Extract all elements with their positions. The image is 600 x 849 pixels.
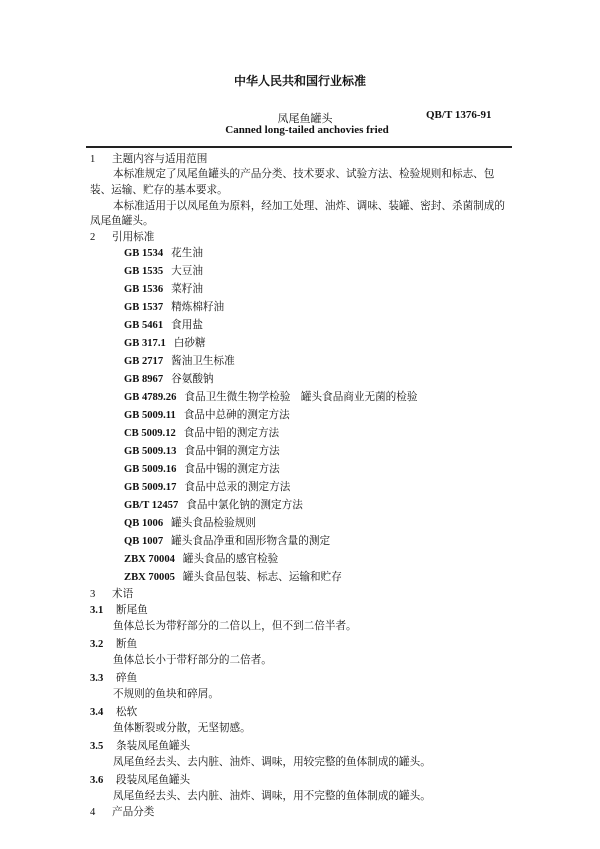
reference-item: [124, 300, 224, 315]
reference-name: 罐头食品检验规则: [171, 517, 256, 529]
section-title: 术语: [112, 588, 134, 600]
reference-code: GB 5009.17: [124, 482, 177, 493]
reference-name: 罐头食品净重和固形物含量的测定: [171, 535, 331, 547]
section-4-heading: [90, 805, 154, 820]
document-title-cn: 凤尾鱼罐头: [277, 112, 333, 125]
reference-code: GB 317.1: [124, 338, 166, 349]
reference-name: 食品中铅的测定方法: [183, 427, 280, 439]
reference-code: GB 2717: [124, 356, 164, 367]
reference-code: GB 4789.26: [124, 392, 177, 403]
reference-item: [124, 552, 278, 567]
term-number: 3.5: [90, 741, 104, 752]
reference-name: 罐头食品的感官检验: [182, 553, 279, 565]
reference-code: GB/T 12457: [124, 500, 179, 511]
term-definition: 鱼体断裂或分散，无坚韧感。: [113, 722, 251, 734]
section-number: 2: [90, 232, 96, 243]
reference-code: QB 1006: [124, 518, 164, 529]
reference-item: [124, 372, 214, 387]
paragraph-line: 装、运输、贮存的基本要求。: [90, 184, 228, 196]
reference-code: GB 5461: [124, 320, 164, 331]
reference-name: 白砂糖: [173, 337, 206, 349]
reference-code: GB 1536: [124, 284, 164, 295]
reference-item: [124, 480, 290, 495]
reference-item: [124, 264, 203, 279]
reference-name: 食品卫生微生物学检验 罐头食品商业无菌的检验: [184, 391, 418, 403]
term-definition: 鱼体总长为带籽部分的二倍以上，但不到二倍半者。: [113, 620, 357, 632]
section-title: 产品分类: [112, 806, 155, 818]
reference-name: 谷氨酸钠: [171, 373, 214, 385]
reference-code: ZBX 70004: [124, 554, 175, 565]
reference-code: GB 5009.11: [124, 410, 176, 421]
reference-item: [124, 408, 290, 423]
term-name: 碎鱼: [116, 672, 138, 684]
reference-item: [124, 354, 235, 369]
term-name: 断鱼: [116, 638, 138, 650]
paragraph-line: 本标准适用于以凤尾鱼为原料，经加工处理、油炸、调味、装罐、密封、杀菌制成的: [113, 200, 505, 212]
reference-name: 菜籽油: [171, 283, 203, 295]
term-heading: [90, 705, 137, 720]
reference-item: [124, 462, 280, 477]
reference-name: 食品中总砷的测定方法: [183, 409, 290, 421]
reference-name: 大豆油: [171, 265, 203, 277]
reference-name: 食品中锡的测定方法: [184, 463, 280, 475]
section-number: 1: [90, 154, 96, 165]
reference-name: 食用盐: [171, 319, 203, 331]
section-1-heading: [90, 152, 207, 167]
term-number: 3.6: [90, 775, 104, 786]
section-title: 主题内容与适用范围: [112, 153, 208, 165]
reference-name: 花生油: [171, 247, 203, 259]
term-number: 3.3: [90, 673, 104, 684]
term-definition: 鱼体总长小于带籽部分的二倍者。: [113, 654, 272, 666]
reference-name: 精炼棉籽油: [171, 301, 225, 313]
standard-code: QB/T 1376-91: [426, 109, 492, 121]
reference-item: [124, 516, 256, 531]
reference-code: QB 1007: [124, 536, 164, 547]
reference-name: 食品中氯化钠的测定方法: [186, 499, 303, 511]
reference-item: [124, 426, 279, 441]
term-heading: [90, 603, 148, 618]
reference-item: [124, 318, 203, 333]
reference-item: [124, 282, 203, 297]
term-name: 条装凤尾鱼罐头: [116, 740, 191, 752]
reference-code: CB 5009.12: [124, 428, 176, 439]
term-number: 3.2: [90, 639, 104, 650]
term-definition: 凤尾鱼经去头、去内脏、油炸、调味，用较完整的鱼体制成的罐头。: [113, 756, 431, 768]
paragraph-line: 本标准规定了凤尾鱼罐头的产品分类、技术要求、试验方法、检验规则和标志、包: [113, 168, 495, 180]
reference-name: 酱油卫生标准: [171, 355, 235, 367]
reference-name: 食品中铜的测定方法: [184, 445, 280, 457]
section-title: 引用标准: [112, 231, 155, 243]
section-number: 3: [90, 589, 96, 600]
section-number: 4: [90, 807, 96, 818]
section-2-heading: [90, 230, 154, 245]
reference-code: GB 5009.16: [124, 464, 177, 475]
reference-item: [124, 390, 417, 405]
term-definition: 不规则的鱼块和碎屑。: [113, 688, 219, 700]
term-number: 3.1: [90, 605, 104, 616]
term-heading: [90, 671, 137, 686]
section-3-heading: [90, 587, 133, 602]
reference-code: GB 1537: [124, 302, 164, 313]
reference-code: GB 8967: [124, 374, 164, 385]
paragraph-line: 凤尾鱼罐头。: [90, 215, 154, 227]
term-name: 断尾鱼: [116, 604, 148, 616]
term-heading: [90, 739, 190, 754]
reference-item: [124, 498, 303, 513]
term-number: 3.4: [90, 707, 104, 718]
term-name: 松软: [116, 706, 138, 718]
term-heading: [90, 773, 190, 788]
term-definition: 凤尾鱼经去头、去内脏、油炸、调味，用不完整的鱼体制成的罐头。: [113, 790, 431, 802]
reference-code: GB 5009.13: [124, 446, 177, 457]
reference-code: GB 1535: [124, 266, 164, 277]
header-divider: [86, 146, 512, 148]
term-heading: [90, 637, 137, 652]
document-title-en: Canned long-tailed anchovies fried: [225, 124, 389, 136]
reference-item: [124, 444, 280, 459]
reference-code: ZBX 70005: [124, 572, 175, 583]
standard-type-heading: 中华人民共和国行业标准: [233, 74, 366, 88]
reference-code: GB 1534: [124, 248, 164, 259]
reference-item: [124, 246, 203, 261]
reference-item: [124, 570, 342, 585]
reference-name: 食品中总汞的测定方法: [184, 481, 291, 493]
term-name: 段装凤尾鱼罐头: [116, 774, 191, 786]
reference-name: 罐头食品包装、标志、运输和贮存: [182, 571, 342, 583]
reference-item: [124, 534, 330, 549]
reference-item: [124, 336, 206, 351]
